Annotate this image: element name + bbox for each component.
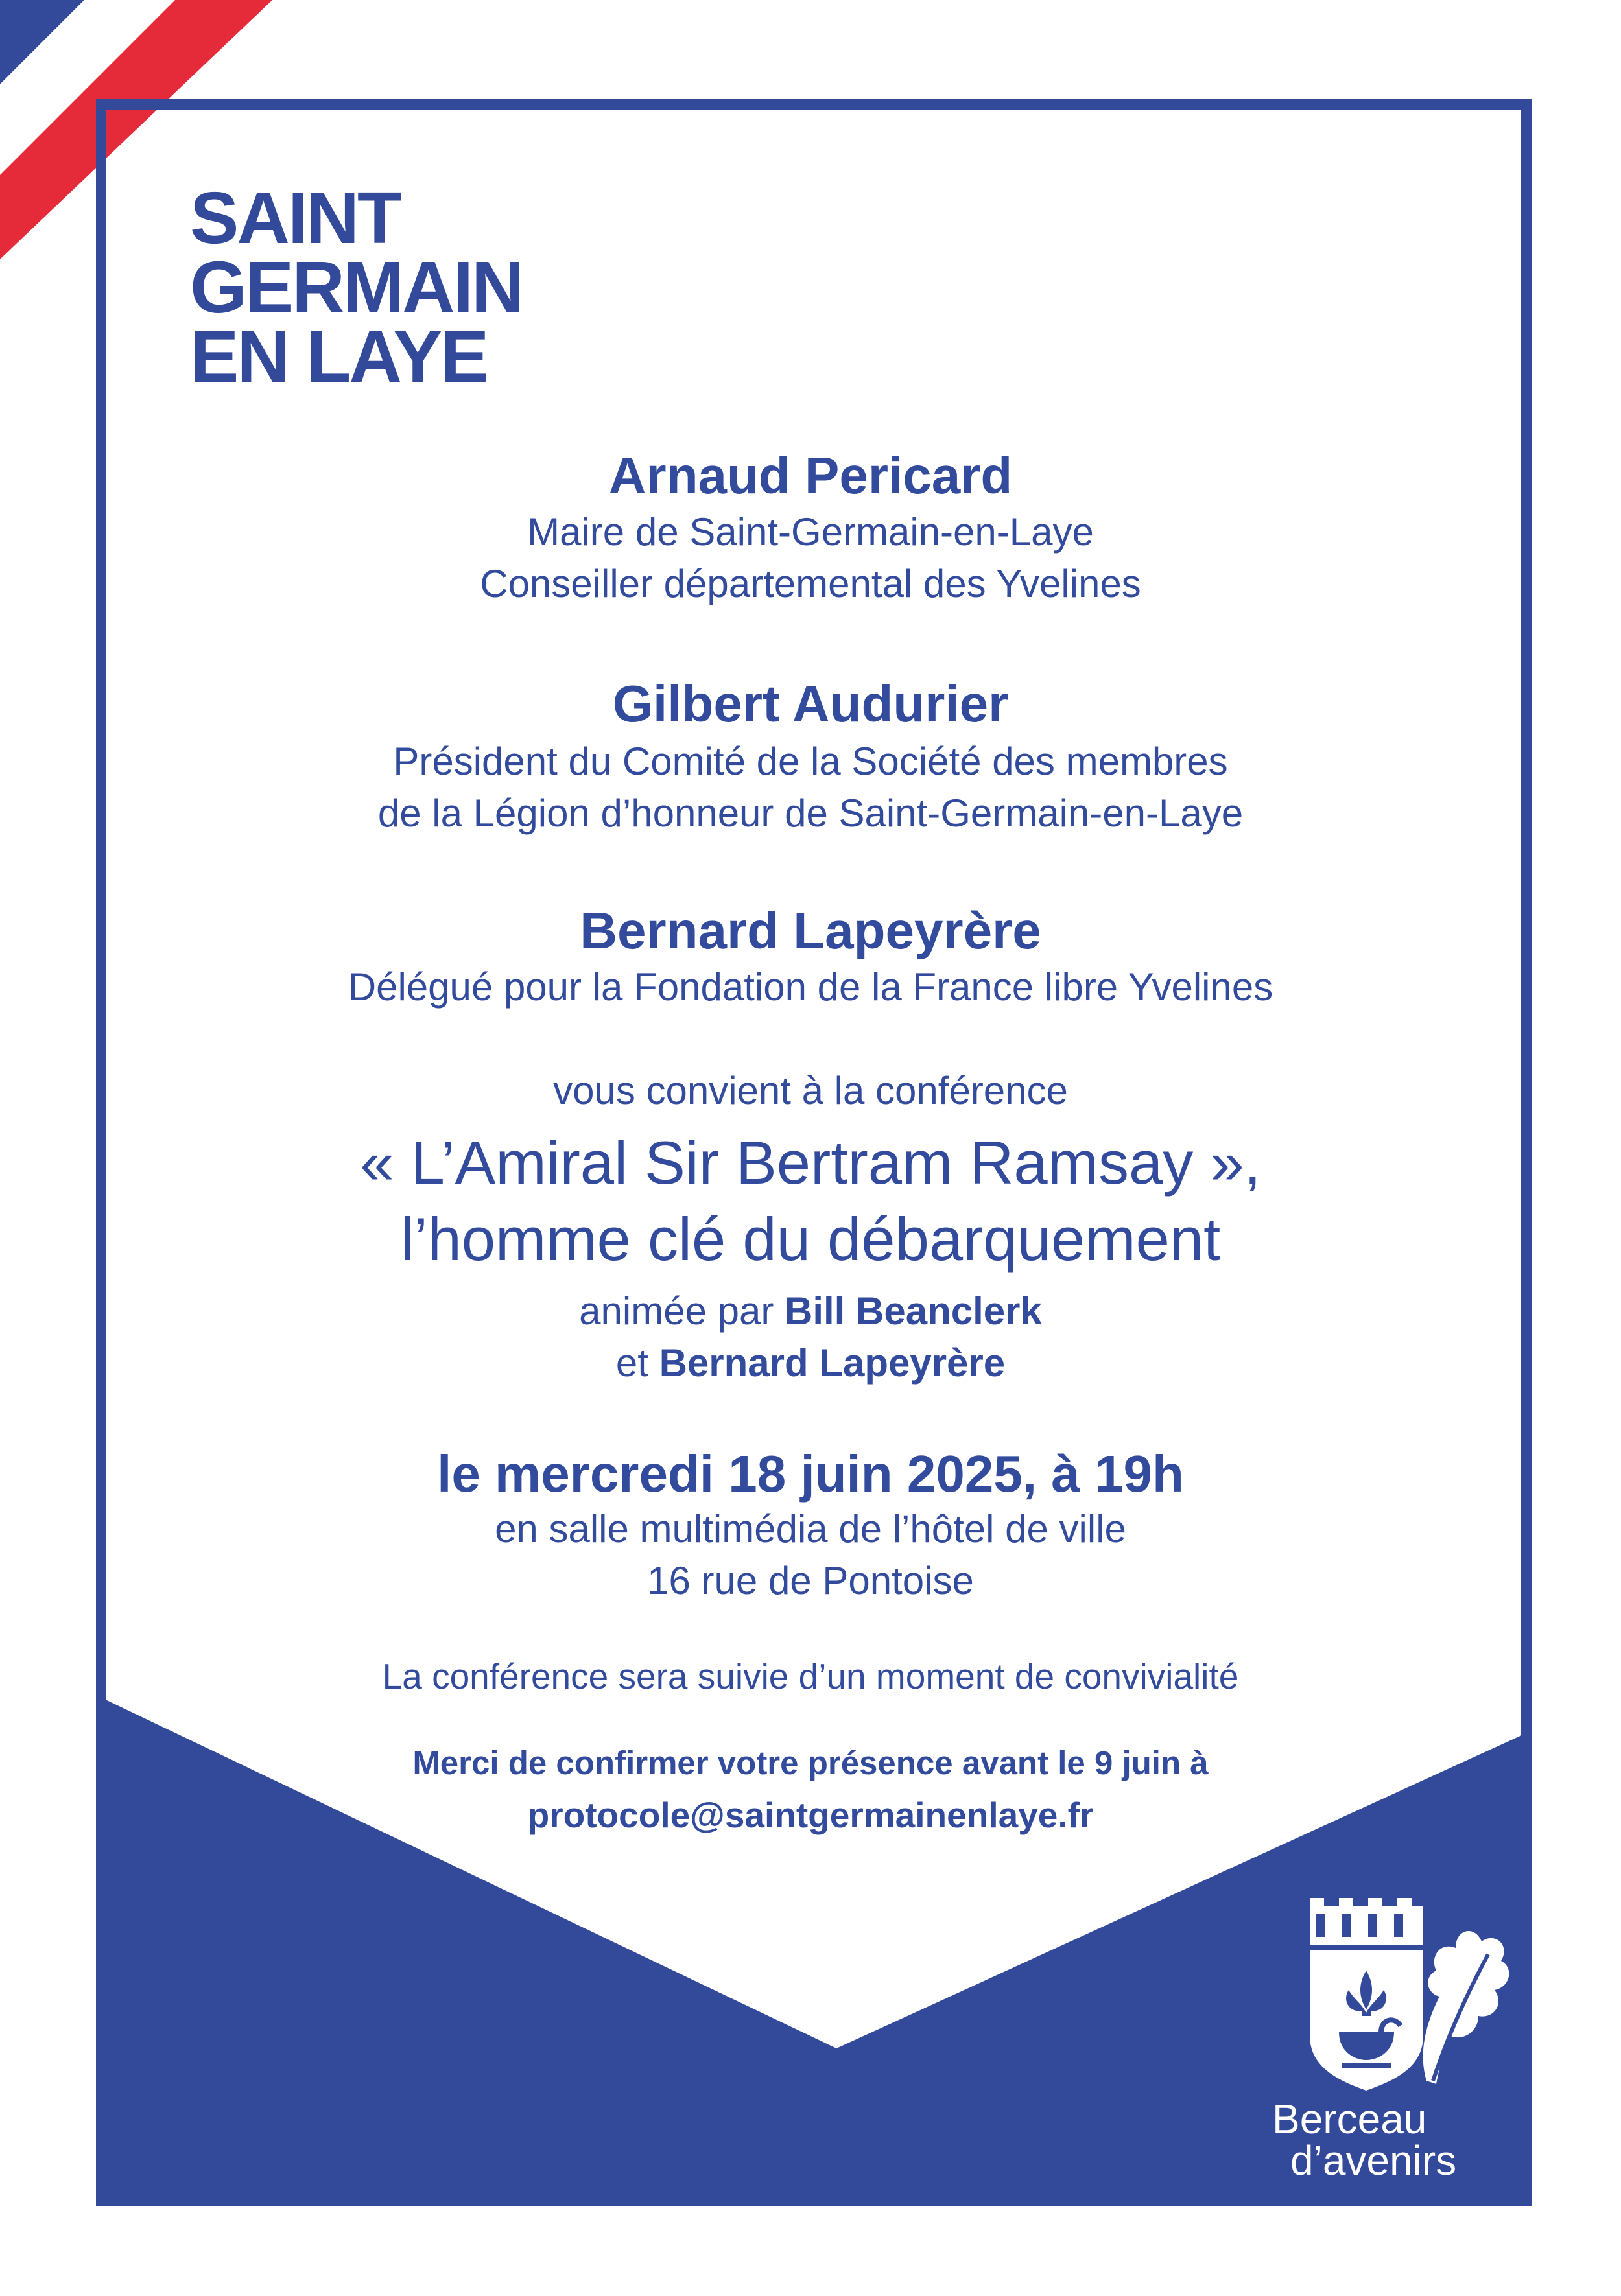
- host-role-2b: de la Légion d’honneur de Saint-Germain-en-Laye: [377, 791, 1244, 835]
- event-date: le mercredi 18 juin 2025, à 19h: [437, 1445, 1184, 1503]
- city-logo-line-1: SAINT: [190, 177, 400, 259]
- city-logo-line-3: EN LAYE: [190, 316, 488, 397]
- speaker-name-1: Bill Beanclerk: [785, 1289, 1042, 1333]
- hosted-by-prefix: animée par: [579, 1289, 785, 1333]
- rsvp-line: [0, 1744, 1621, 1782]
- motto-line-1: Berceau: [1272, 2096, 1427, 2142]
- rsvp-deadline: avant le 9 juin: [962, 1744, 1181, 1781]
- event-note: La conférence sera suivie d’un moment de convivialité: [382, 1656, 1239, 1696]
- host-role-2a: Président du Comité de la Société des membres: [393, 740, 1228, 783]
- city-logo-line-2: GERMAIN: [190, 246, 523, 328]
- speaker-name-2: Bernard Lapeyrère: [659, 1341, 1006, 1385]
- event-venue: en salle multimédia de l’hôtel de ville: [495, 1507, 1126, 1551]
- host-name-3: Bernard Lapeyrère: [580, 902, 1041, 959]
- rsvp-prefix: Merci de confirmer votre présence: [412, 1744, 962, 1781]
- conference-title-line-2: l’homme clé du débarquement: [400, 1205, 1221, 1273]
- rsvp-suffix: à: [1181, 1744, 1209, 1781]
- host-role-1a: Maire de Saint-Germain-en-Laye: [527, 510, 1094, 554]
- host-role-3a: Délégué pour la Fondation de la France libre Yvelines: [348, 965, 1273, 1009]
- host-name-2: Gilbert Audurier: [612, 675, 1009, 732]
- speaker-line-1: [0, 1289, 1621, 1333]
- and-prefix: et: [615, 1341, 659, 1385]
- host-role-1b: Conseiller départemental des Yvelines: [480, 562, 1141, 605]
- rsvp-email-link[interactable]: protocole@saintgermainenlaye.fr: [527, 1795, 1094, 1835]
- motto-line-2: d’avenirs: [1290, 2137, 1457, 2184]
- speaker-line-2: [0, 1341, 1621, 1385]
- conference-title-line-1: « L’Amiral Sir Bertram Ramsay »,: [360, 1129, 1261, 1197]
- invitation-intro: vous convient à la conférence: [553, 1069, 1068, 1112]
- event-address: 16 rue de Pontoise: [647, 1559, 974, 1602]
- host-name-1: Arnaud Pericard: [608, 447, 1013, 504]
- city-coat-of-arms-icon: [1303, 1886, 1517, 2094]
